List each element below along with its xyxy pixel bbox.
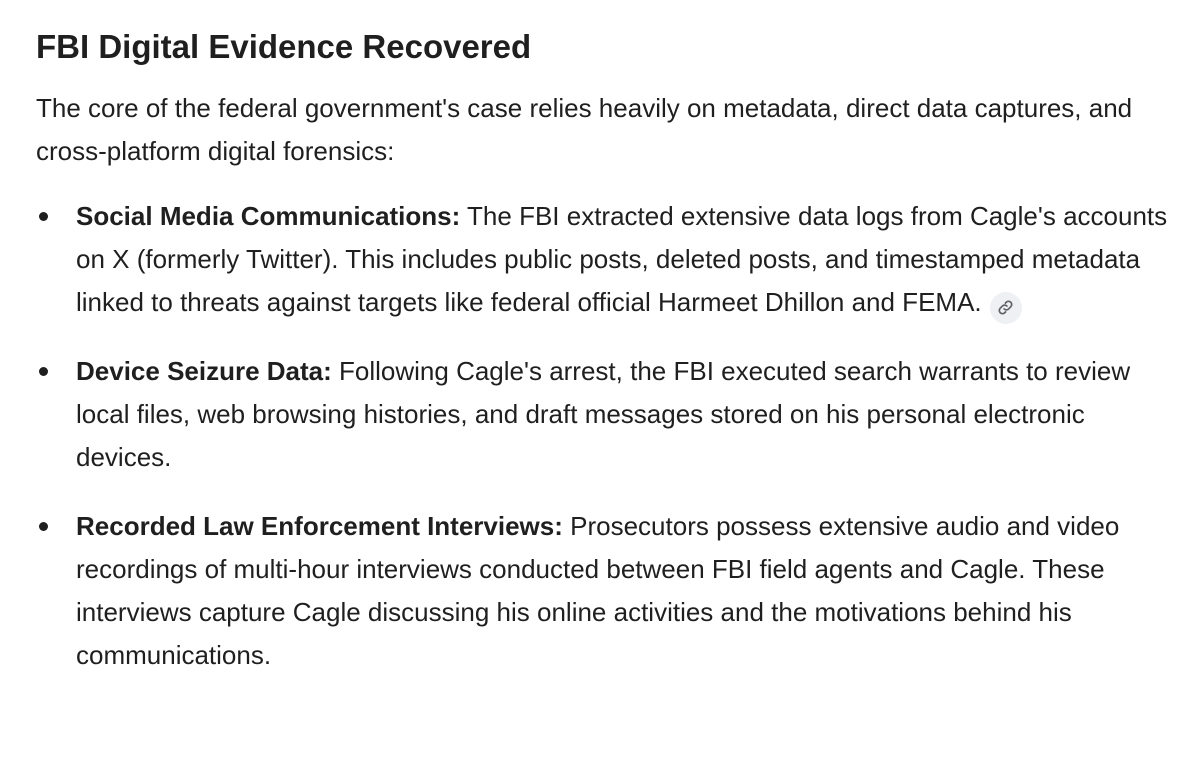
list-item [36,505,1186,677]
section-heading: FBI Digital Evidence Recovered [36,28,532,65]
link-icon [997,299,1014,316]
item-text: The FBI extracted extensive data logs from Cagle's accounts on X (formerly Twitter). This includes public posts, deleted posts, and timestamped metadata linked to threats against targets like federal official Harmeet Dhillon and FEMA. [76,201,1168,317]
bullet-dot [39,522,48,531]
response-content [36,0,1186,703]
item-label: Device Seizure Data: [76,356,332,386]
item-text: Following Cagle's arrest, the FBI executed search warrants to review local files, web browsing histories, and draft messages stored on his personal electronic devices. [76,356,1131,472]
bullet-dot [39,212,48,221]
item-label: Recorded Law Enforcement Interviews: [76,511,563,541]
list-item [36,350,1186,479]
bullet-dot [39,367,48,376]
item-text: Prosecutors possess extensive audio and video recordings of multi-hour interviews conducted between FBI field agents and Cagle. These interviews capture Cagle discussing his online activities and the motivations behind his communications. [76,511,1120,670]
item-label: Social Media Communications: [76,201,461,231]
evidence-list [36,195,1186,677]
intro-paragraph: The core of the federal government's case relies heavily on metadata, direct data captures, and cross-platform digital forensics: [36,93,1133,166]
source-link-button[interactable] [990,292,1022,324]
list-item [36,195,1186,324]
